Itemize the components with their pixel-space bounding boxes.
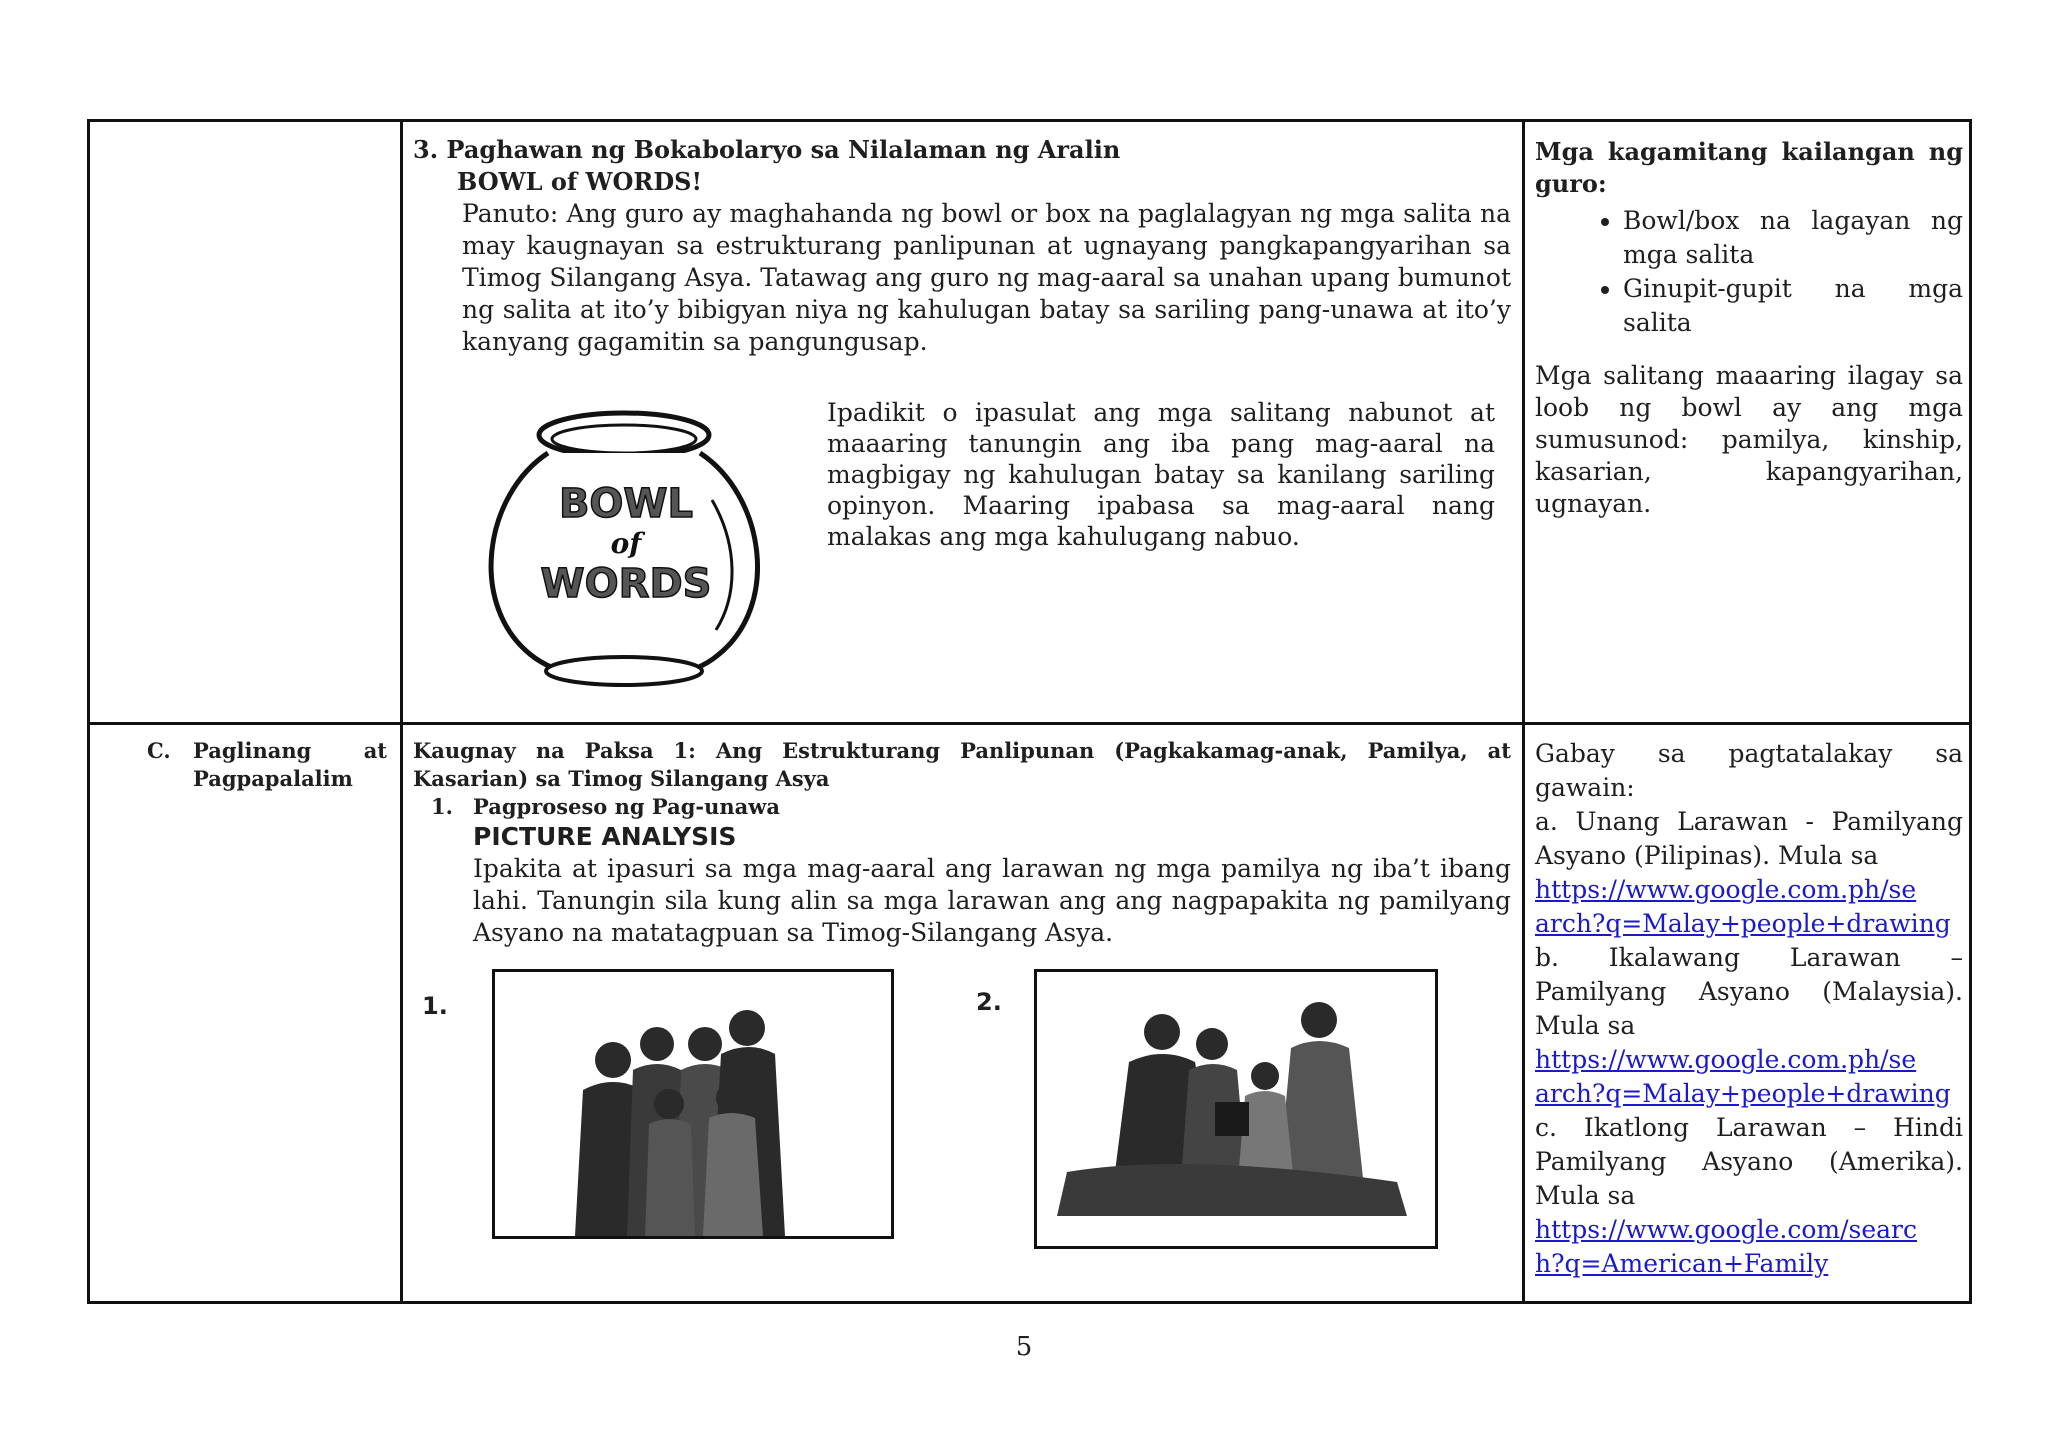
- section-heading: 3. Paghawan ng Bokabolaryo sa Nilalaman ng Aralin: [413, 135, 1121, 164]
- step-heading: [431, 793, 1511, 821]
- family-photo-2: [1034, 969, 1438, 1249]
- topic-heading: Kaugnay na Paksa 1: Ang Estrukturang Panlipunan (Pagkakamag-anak, Pamilya, at Kasarian) sa Timog Silangang Asya: [413, 738, 1511, 791]
- step-label: Pagproseso ng Pag-unawa: [473, 794, 780, 819]
- bowl-label-line2: of: [610, 527, 642, 560]
- phase-title: Paglinang at Pagpapalalim: [193, 738, 387, 791]
- source-link[interactable]: h?q=American+Family: [1535, 1249, 1829, 1278]
- source-link[interactable]: https://www.google.com.ph/se: [1535, 1045, 1917, 1074]
- activity-title: BOWL of WORDS!: [457, 167, 702, 196]
- guide-intro: Gabay sa pagtatalakay sa gawain:: [1535, 739, 1963, 802]
- lesson-plan-table: [87, 119, 1972, 1304]
- materials-title: Mga kagamitang kailangan ng guro:: [1535, 137, 1963, 198]
- family-sitting-image: [1037, 972, 1435, 1246]
- guide-item-b: b. Ikalawang Larawan – Pamilyang Asyano (Malaysia). Mula sa: [1535, 943, 1963, 1040]
- phase-label: [147, 737, 387, 793]
- source-link[interactable]: https://www.google.com/searc: [1535, 1215, 1917, 1244]
- row-divider: [90, 722, 1969, 725]
- discussion-guide: [1535, 737, 1963, 1281]
- bowl-of-words-image: [476, 405, 771, 695]
- vocabulary-section: [413, 134, 1511, 358]
- page-number: 5: [1015, 1332, 1033, 1362]
- image-number: 1.: [422, 992, 448, 1020]
- bowl-label-line1: BOWL: [558, 481, 694, 527]
- guide-item-c: c. Ikatlong Larawan – Hindi Pamilyang Asyano (Amerika). Mula sa: [1535, 1113, 1963, 1210]
- family-group-image: [495, 972, 891, 1236]
- activity-name: PICTURE ANALYSIS: [473, 822, 737, 851]
- family-photo-1: [492, 969, 894, 1239]
- materials-paragraph: Mga salitang maaaring ilagay sa loob ng bowl ay ang mga sumusunod: pamilya, kinship, kasarian, kapangyarihan, ugnayan.: [1535, 361, 1963, 518]
- column-divider: [1522, 122, 1525, 1301]
- source-link[interactable]: arch?q=Malay+people+drawing: [1535, 1079, 1951, 1108]
- bowl-activity-text: Ipadikit o ipasulat ang mga salitang nabunot at maaaring tanungin ang iba pang mag-aaral na magbigay ng kahulugan batay sa kanilang sariling opinyon. Maaring ipabasa sa mag-aaral nang malakas ang mga kahulugang nabuo.: [827, 398, 1495, 551]
- bowl-label-line3: WORDS: [540, 561, 712, 607]
- guide-item-a: a. Unang Larawan - Pamilyang Asyano (Pilipinas). Mula sa: [1535, 807, 1963, 870]
- materials-section: [1535, 136, 1963, 520]
- list-item: • Ginupit-gupit na mga salita: [1623, 272, 1963, 340]
- step-number: 1.: [431, 794, 453, 819]
- image-number: 2.: [976, 988, 1002, 1016]
- materials-list: [1535, 204, 1963, 340]
- source-link[interactable]: arch?q=Malay+people+drawing: [1535, 909, 1951, 938]
- list-item: • Bowl/box na lagayan ng mga salita: [1623, 204, 1963, 272]
- column-divider: [400, 122, 403, 1301]
- instructions-text: Panuto: Ang guro ay maghahanda ng bowl or box na paglalagyan ng mga salita na may kaugnayan sa estrukturang panlipunan at ugnayang pangkapangyarihan sa Timog Silangang Asya. Tatawag ang guro ng mag-aaral sa unahan upang bumunot ng salita at ito’y bibigyan niya ng kahulugan batay sa sariling pang-unawa at ito’y kanyang gagamitin sa pangungusap.: [462, 199, 1511, 356]
- source-link[interactable]: https://www.google.com.ph/se: [1535, 875, 1917, 904]
- activity-description: Ipakita at ipasuri sa mga mag-aaral ang larawan ng mga pamilya ng iba’t ibang lahi. Tanungin sila kung alin sa mga larawan ang ang nagpapakita ng pamilyang Asyano na matatagpuan sa Timog-Silangang Asya.: [473, 854, 1511, 947]
- picture-analysis-section: [413, 737, 1511, 949]
- phase-letter: C.: [147, 738, 171, 763]
